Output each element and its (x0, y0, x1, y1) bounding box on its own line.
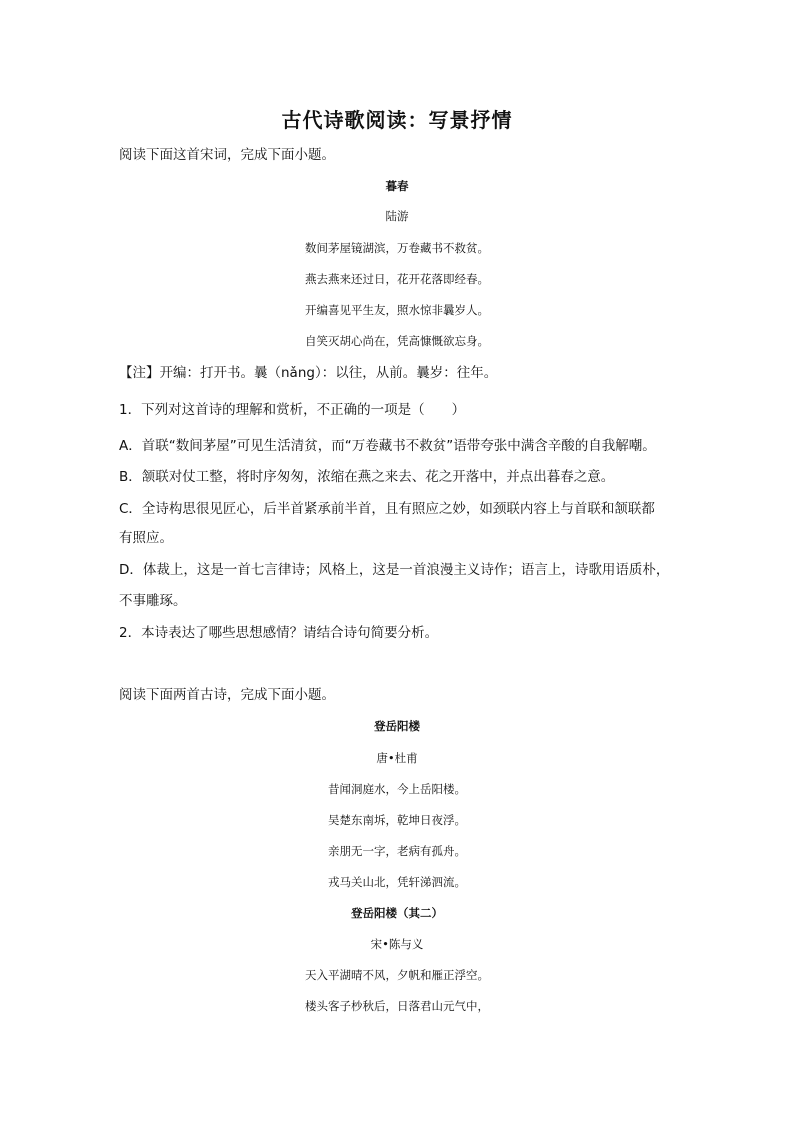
poem-author: 唐•杜甫 (376, 751, 418, 765)
poem-line: 自笑灭胡心尚在，凭高慷慨欲忘身。 (305, 334, 489, 348)
poem-line: 吴楚东南坼，乾坤日夜浮。 (328, 813, 466, 827)
poem-author: 陆游 (385, 209, 409, 223)
poem-line: 天入平湖晴不风，夕帆和雁正浮空。 (305, 968, 489, 982)
question-2: 2．本诗表达了哪些思想感情？请结合诗句简要分析。 (119, 625, 439, 641)
poem-line: 戎马关山北，凭轩涕泗流。 (328, 875, 466, 889)
question-1-option-a: A．首联“数间茅屋”可见生活清贫，而“万卷藏书不救贫”语带夸张中满含辛酸的自我解嘲。 (119, 438, 656, 454)
poem-line: 燕去燕来还过日，花开花落即经春。 (305, 272, 489, 286)
poem-line: 开编喜见平生友，照水惊非曩岁人。 (305, 303, 489, 317)
page-title: 古代诗歌阅读：写景抒情 (281, 108, 513, 132)
question-1-stem: 1．下列对这首诗的理解和赏析，不正确的一项是（ ） (119, 402, 466, 418)
poem-title: 暮春 (385, 179, 409, 193)
question-1-option-c-cont: 有照应。 (119, 530, 173, 546)
poem-line: 数间茅屋镜湖滨，万卷藏书不救贫。 (305, 241, 489, 255)
question-1-option-d-cont: 不事雕琢。 (119, 593, 187, 609)
poem-line: 楼头客子杪秋后，日落君山元气中， (305, 999, 489, 1013)
poem-title: 登岳阳楼 (374, 719, 420, 733)
poem-author: 宋•陈与义 (370, 937, 424, 951)
question-1-option-b: B．颔联对仗工整，将时序匆匆，浓缩在燕之来去、花之开落中，并点出暮春之意。 (119, 469, 615, 485)
poem-note: 【注】开编：打开书。曩（nǎng）：以往，从前。曩岁：往年。 (119, 365, 498, 381)
section1-intro: 阅读下面这首宋词，完成下面小题。 (119, 147, 335, 163)
poem-line: 亲朋无一字，老病有孤舟。 (328, 844, 466, 858)
question-1-option-c: C．全诗构思很见匠心，后半首紧承前半首，且有照应之妙，如颈联内容上与首联和颔联都 (119, 501, 655, 517)
poem-title: 登岳阳楼（其二） (351, 906, 443, 920)
poem-line: 昔闻洞庭水，今上岳阳楼。 (328, 782, 466, 796)
question-1-option-d: D．体裁上，这是一首七言律诗；风格上，这是一首浪漫主义诗作；语言上，诗歌用语质朴， (119, 562, 670, 578)
section2-intro: 阅读下面两首古诗，完成下面小题。 (119, 687, 335, 703)
